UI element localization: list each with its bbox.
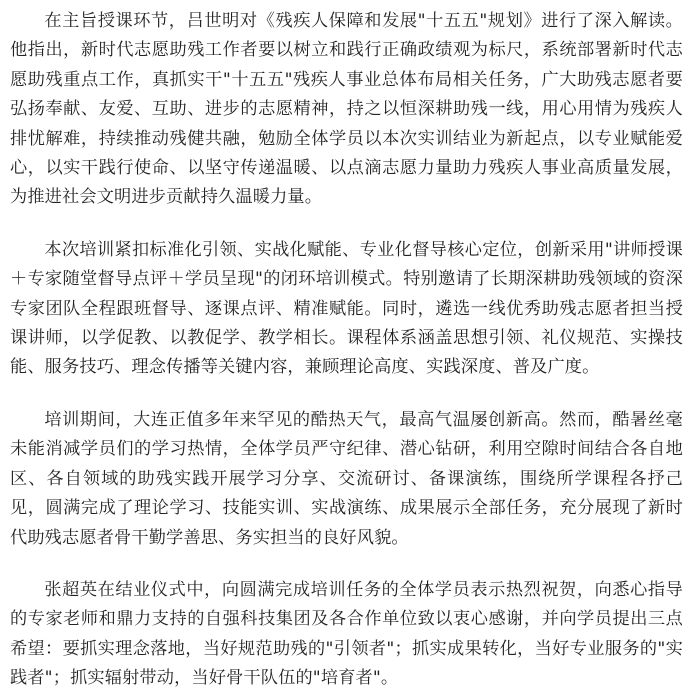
paragraph-lecture: 在主旨授课环节，吕世明对《残疾人保障和发展"十五五"规划》进行了深入解读。他指出，新时代志愿助残工作者要以树立和践行正确政绩观为标尺，系统部署新时代志愿助残重点工作，真抓实干"十五五"残疾人事业总体布局相关任务，广大助残志愿者要弘扬奉献、友爱、互助、进步的志愿精神，持之以恒深耕助残一线，用心用情为残疾人排忧解难，持续推动残健共融，勉励全体学员以本次实训结业为新起点，以专业赋能爱心，以实干践行使命、以坚守传递温暖、以点滴志愿力量助力残疾人事业高质量发展，为推进社会文明进步贡献持久温暖力量。	[10, 11, 683, 208]
paragraph-training-model: 本次培训紧扣标准化引领、实战化赋能、专业化督导核心定位，创新采用"讲师授课＋专家随堂督导点评＋学员呈现"的闭环培训模式。特别邀请了长期深耕助残领域的资深专家团队全程跟班督导、逐课点评、精准赋能。同时，遴选一线优秀助残志愿者担当授课讲师，以学促教、以教促学、教学相长。课程体系涵盖思想引领、礼仪规范、实操技能、服务技巧、理念传播等关键内容，兼顾理论高度、实践深度、普及广度。	[10, 239, 683, 378]
paragraph-training-period: 培训期间，大连正值多年来罕见的酷热天气，最高气温屡创新高。然而，酷暑丝毫未能消减学员们的学习热情，全体学员严守纪律、潜心钻研，利用空隙时间结合各自地区、各自领域的助残实践开展学习分享、交流研讨、备课演练，围绕所学课程各抒己见，圆满完成了理论学习、技能实训、实战演练、成果展示全部任务，充分展现了新时代助残志愿者骨干勤学善思、务实担当的良好风貌。	[10, 409, 683, 548]
paragraph-closing-ceremony: 张超英在结业仪式中，向圆满完成培训任务的全体学员表示热烈祝贺，向悉心指导的专家老师和鼎力支持的自强科技集团及各合作单位致以衷心感谢，并向学员提出三点希望：要抓实理念落地，当好规范助残的"引领者"；抓实成果转化，当好专业服务的"实践者"；抓实辐射带动，当好骨干队伍的"培育者"。	[10, 579, 683, 689]
